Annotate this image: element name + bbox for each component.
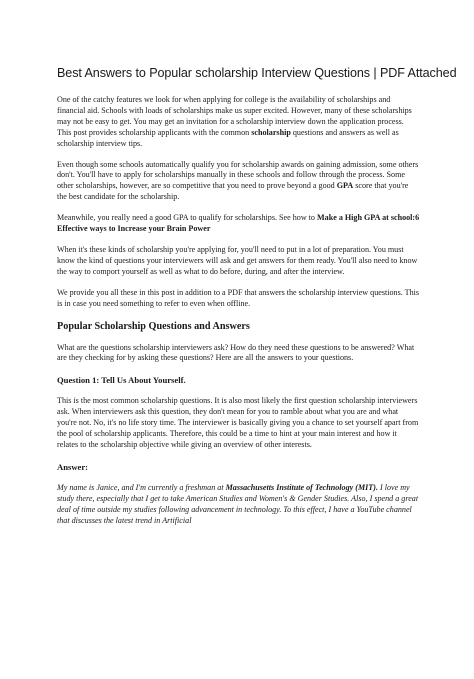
text-run: My name is Janice, and I'm currently a freshman at bbox=[57, 482, 226, 492]
paragraph-question-1: This is the most common scholarship questions. It is also most likely the first question scholarship interviewers ask. When interviewers ask this question, they don't mean for you to ramble about what you are and what you're not. No, it's no life story time. The interviewer is basically giving you a chance to set yourself apart from the pool of scholarship applicants. Therefore, this could be a time to hint at your main interest and how it relates to the scholarship objective while giving an overview of other interests. bbox=[57, 396, 419, 449]
gpa-article-link[interactable]: Make a High GPA at school:6 Effective ways to Increase your Brain Power bbox=[57, 213, 420, 234]
paragraph-preparation: When it's these kinds of scholarship you're applying for, you'll need to put in a lot of preparation. You must know the kind of questions your interviewers will ask and get answers for them ready. You'll also need to know the way to comport yourself as well as what to do before, during, and after the interview. bbox=[57, 244, 418, 276]
answer-label: Answer: bbox=[57, 461, 89, 472]
text-run: One of the catchy features we look for when applying for college is the availability of scholarships and financial aid. Schools with loads of scholarships make us super excited. However, many of these scholarships may not be easy to get. You may get an invitation for a scholarship interview down the application process. This post provides scholarship applicants with the common bbox=[57, 95, 412, 137]
text-run: I love my study there, especially that I get to take American Studies and Women's & Gender Studies. Also, I spend a great deal of time outside my studies following advancement in technology. To this effect, I have a YouTube channel that discusses the latest trend in Artificial bbox=[57, 482, 419, 525]
bold-keyword: GPA bbox=[336, 181, 354, 191]
paragraph-gpa bbox=[57, 160, 420, 204]
answer-paragraph bbox=[57, 483, 420, 527]
text-run: score that you're the best candidate for the scholarship. bbox=[57, 181, 409, 202]
text-run: Meanwhile, you really need a good GPA to qualify for scholarships. See how to bbox=[57, 213, 318, 223]
paragraph-pdf: We provide you all these in this post in addition to a PDF that answers the scholarship interview questions. This is in case you need something to refer to even when offline. bbox=[57, 287, 420, 308]
paragraph-gpa-link bbox=[57, 213, 420, 235]
bold-keyword: Massachusetts Institute of Technology (MIT). bbox=[225, 482, 378, 492]
page-title: Best Answers to Popular scholarship Interview Questions | PDF Attached bbox=[57, 66, 457, 80]
document-page bbox=[0, 66, 474, 679]
section-heading: Popular Scholarship Questions and Answers bbox=[57, 320, 250, 332]
intro-paragraph bbox=[57, 95, 420, 150]
paragraph-questions-intro: What are the questions scholarship interviewers ask? How do they need these questions to be answered? What are they checking for by asking these questions? Here are all the answers to your questions. bbox=[57, 342, 415, 363]
text-run: questions and answers as well as scholarship interview tips. bbox=[57, 127, 399, 148]
question-heading: Question 1: Tell Us About Yourself. bbox=[57, 375, 186, 386]
bold-keyword: scholarship bbox=[251, 127, 291, 137]
text-run: Even though some schools automatically qualify you for scholarship awards on gaining admission, some others don't. You'll have to apply for scholarships manually in these schools and follow through the process. Some other scholarships, however, are so competitive that you need to prove beyond a good bbox=[57, 159, 419, 191]
